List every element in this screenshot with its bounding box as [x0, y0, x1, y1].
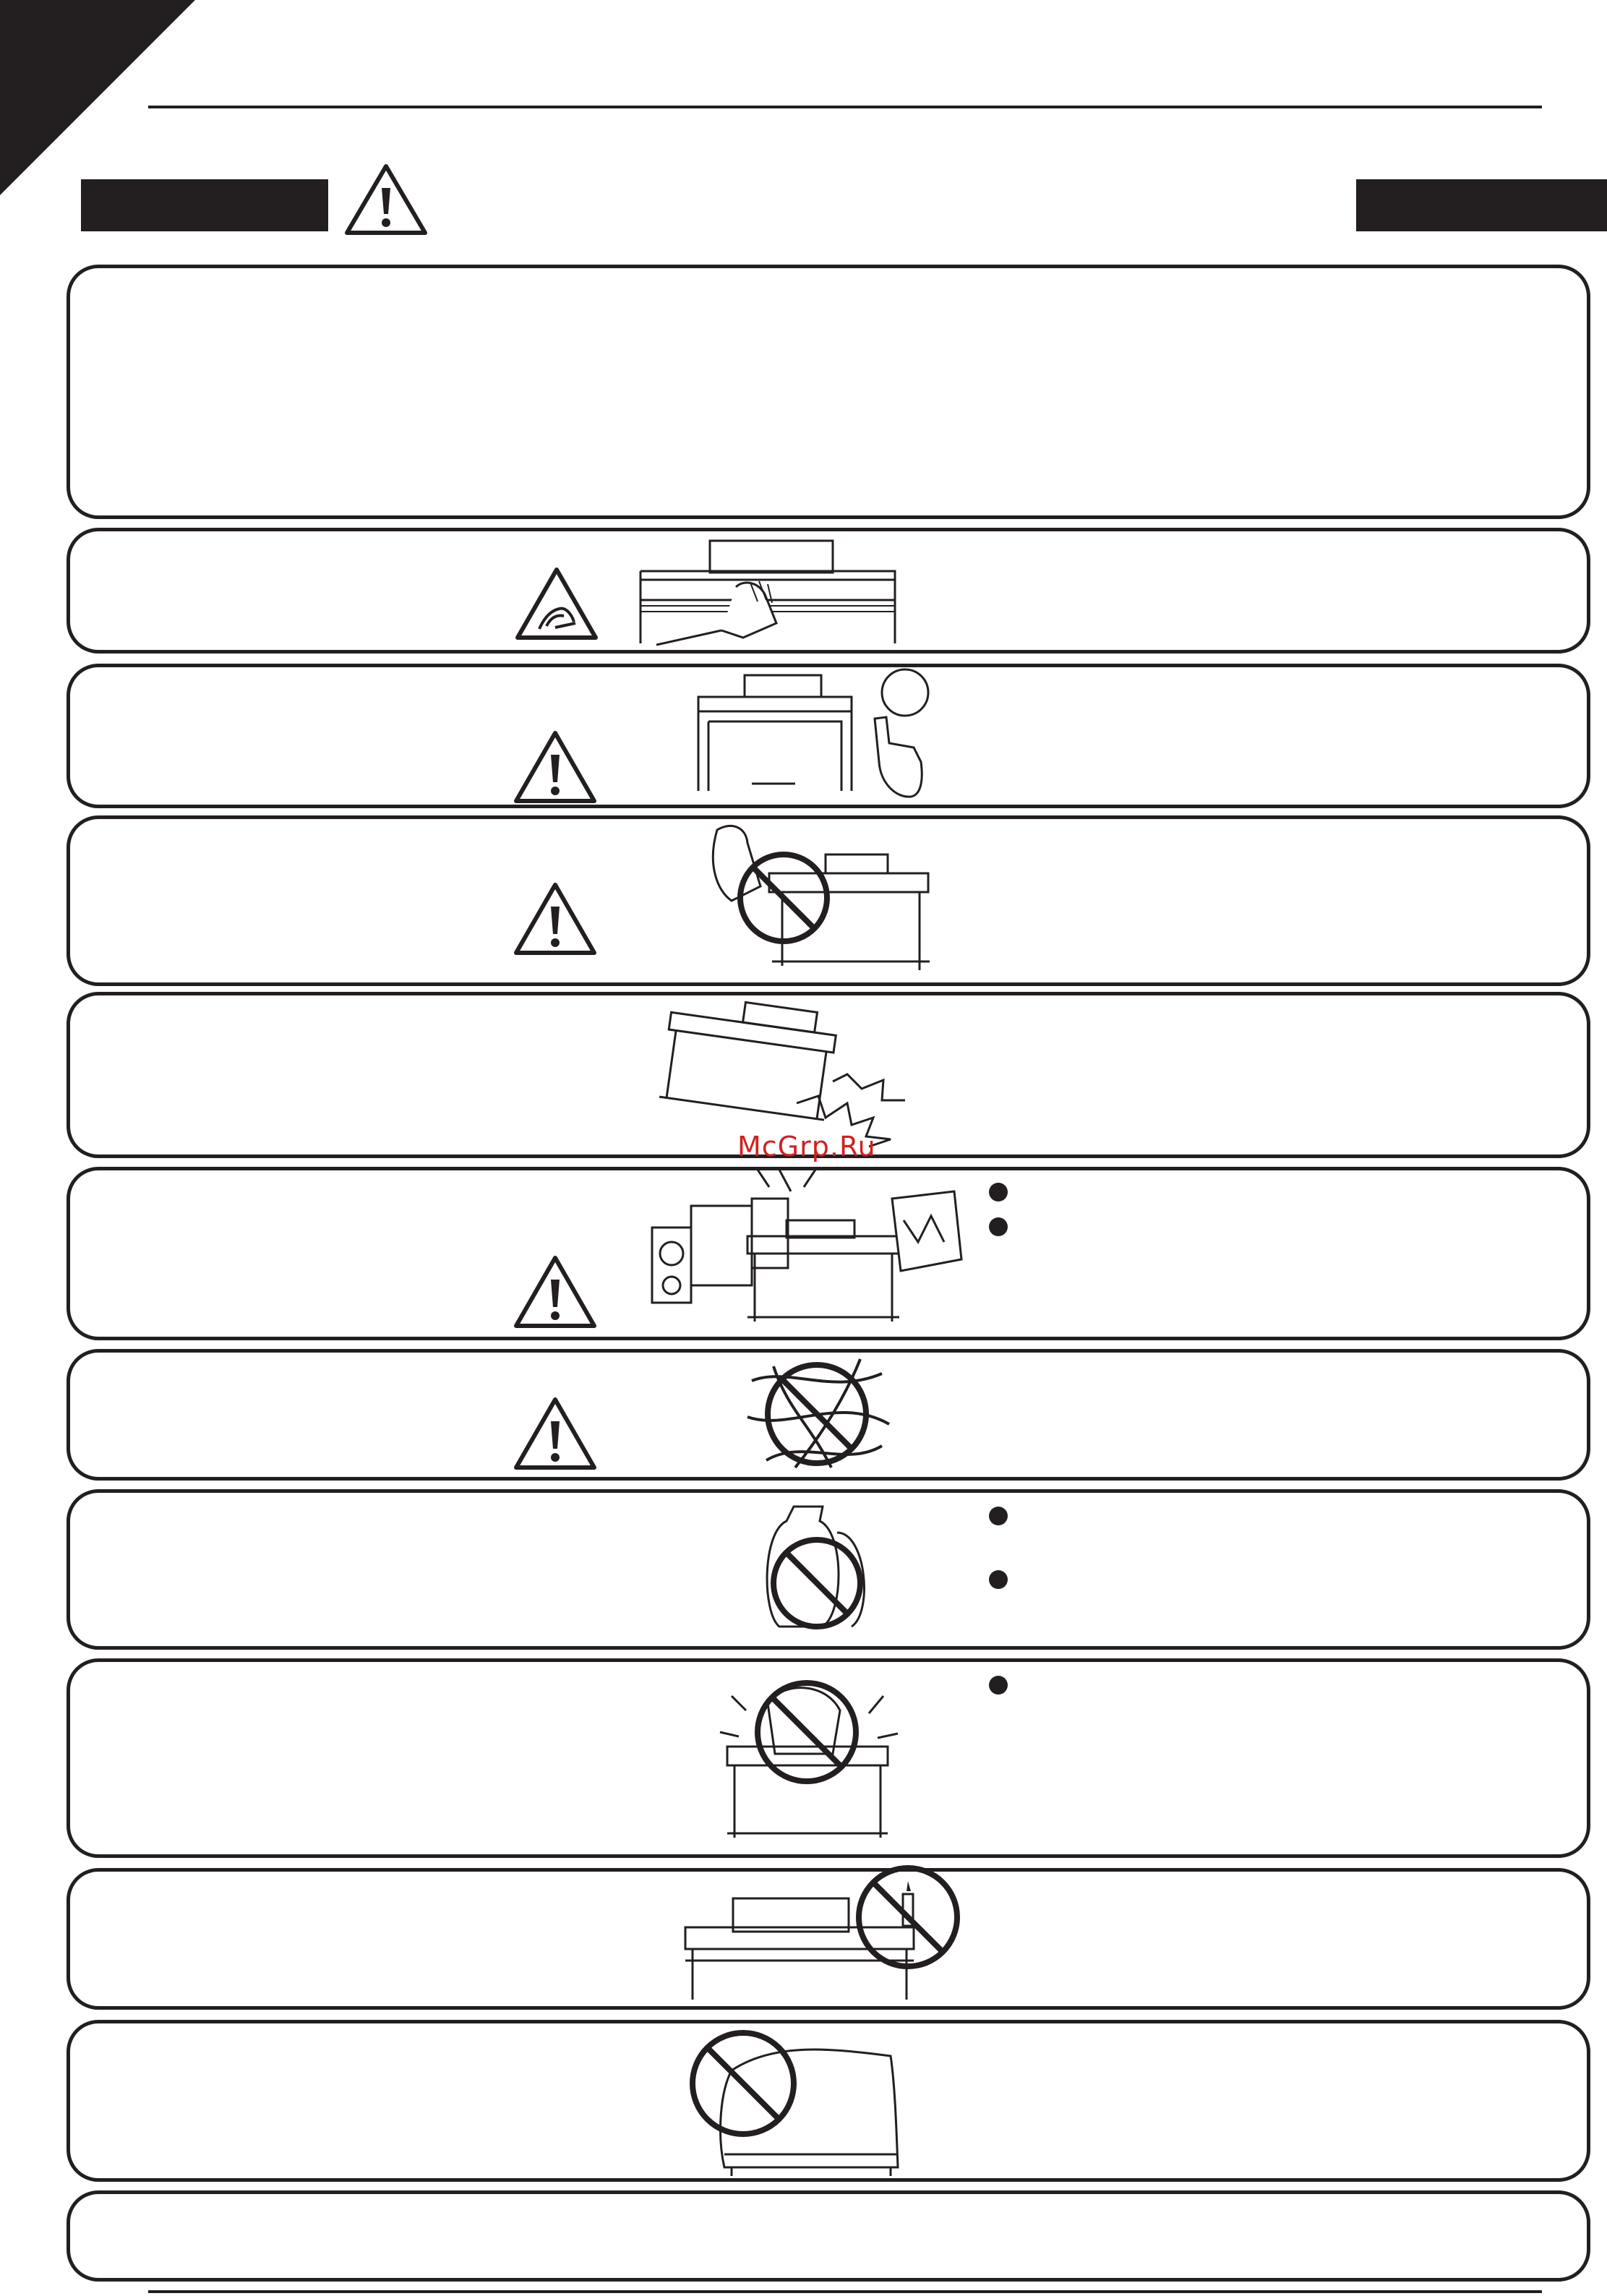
- header-rule: [148, 106, 1542, 108]
- candle-prohibited: [682, 1877, 963, 2001]
- bottom-panel: [67, 2190, 1590, 2282]
- footer-rule: [148, 2290, 1542, 2293]
- bullet-dot: [989, 1507, 1008, 1525]
- pinch-hazard-icon: [513, 565, 600, 643]
- bullet-dot: [989, 1217, 1008, 1236]
- section-label-bar-right: [1356, 179, 1607, 231]
- intro-panel: [67, 265, 1590, 519]
- tangled-cords-prohibited: [745, 1352, 892, 1475]
- warning-triangle-icon: [512, 729, 599, 807]
- bullet-dot: [989, 1676, 1008, 1695]
- bullet-dot: [989, 1183, 1008, 1201]
- corner-tab: [0, 0, 195, 195]
- bullet-dot: [989, 1570, 1008, 1589]
- hands-on-keyboard-cover: [635, 536, 902, 645]
- object-on-piano-prohibited: [717, 1667, 905, 1841]
- watermark: McGrp.Ru: [737, 1131, 876, 1162]
- cloth-cover-prohibited: [688, 2027, 905, 2176]
- warning-triangle-icon: [343, 162, 429, 237]
- stereo-piano-tv: [649, 1170, 972, 1333]
- warning-triangle-icon: [512, 881, 599, 959]
- hand-pulling-plug-prohibited: [703, 821, 934, 982]
- piano-tilting-crash: [652, 995, 920, 1148]
- warning-triangle-icon: [512, 1395, 599, 1473]
- piano-finger-press: [694, 668, 943, 802]
- warning-triangle-icon: [512, 1254, 599, 1332]
- section-label-bar-left: [81, 179, 328, 231]
- vase-prohibited: [765, 1504, 880, 1634]
